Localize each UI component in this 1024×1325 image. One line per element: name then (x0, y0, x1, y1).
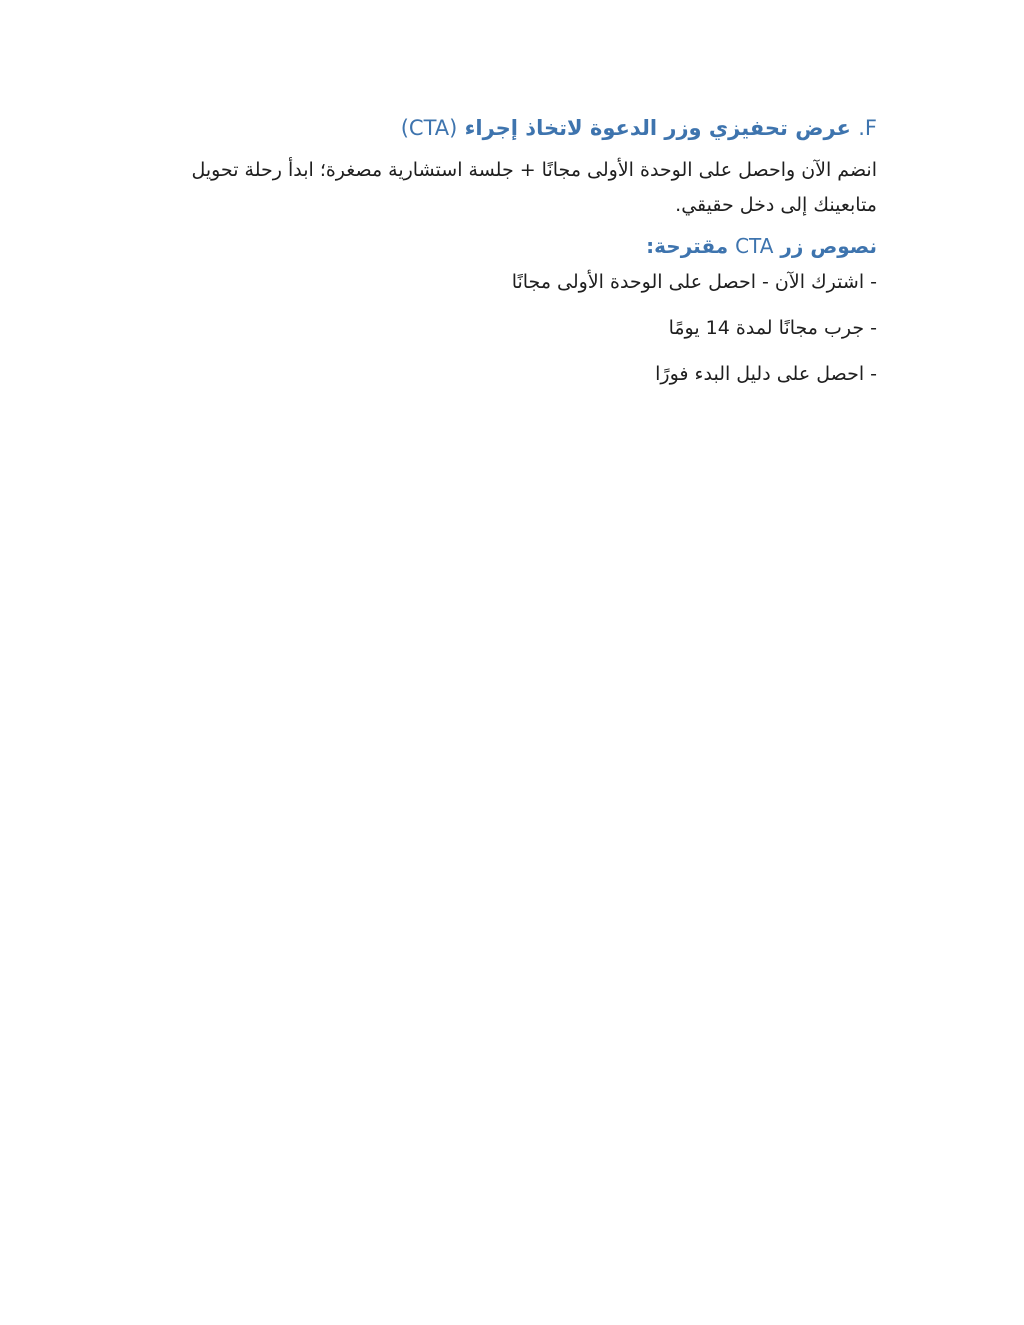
cta-texts-subheading (147, 231, 877, 262)
subheading-cta-abbreviation: CTA (735, 234, 774, 258)
section-heading-cta-abbreviation: (CTA) (400, 116, 458, 140)
subheading-text-left: مقترحة: (646, 234, 736, 258)
cta-suggestion-item: - جرب مجانًا لمدة 14 يومًا (668, 317, 877, 339)
section-heading-letter: F. (858, 116, 877, 140)
intro-paragraph: انضم الآن واحصل على الوحدة الأولى مجانًا + جلسة استشارية مصغرة؛ ابدأ رحلة تحويل متابعينك إلى دخل حقيقي. (191, 159, 877, 216)
document-content (0, 0, 1024, 386)
cta-suggestion-item: - اشترك الآن - احصل على الوحدة الأولى مجانًا (511, 271, 877, 293)
cta-suggestion-item: - احصل على دليل البدء فورًا (655, 363, 877, 385)
section-heading (147, 112, 877, 144)
subheading-text-right: نصوص زر (773, 234, 877, 258)
section-heading-title: عرض تحفيزي وزر الدعوة لاتخاذ إجراء (457, 116, 859, 140)
